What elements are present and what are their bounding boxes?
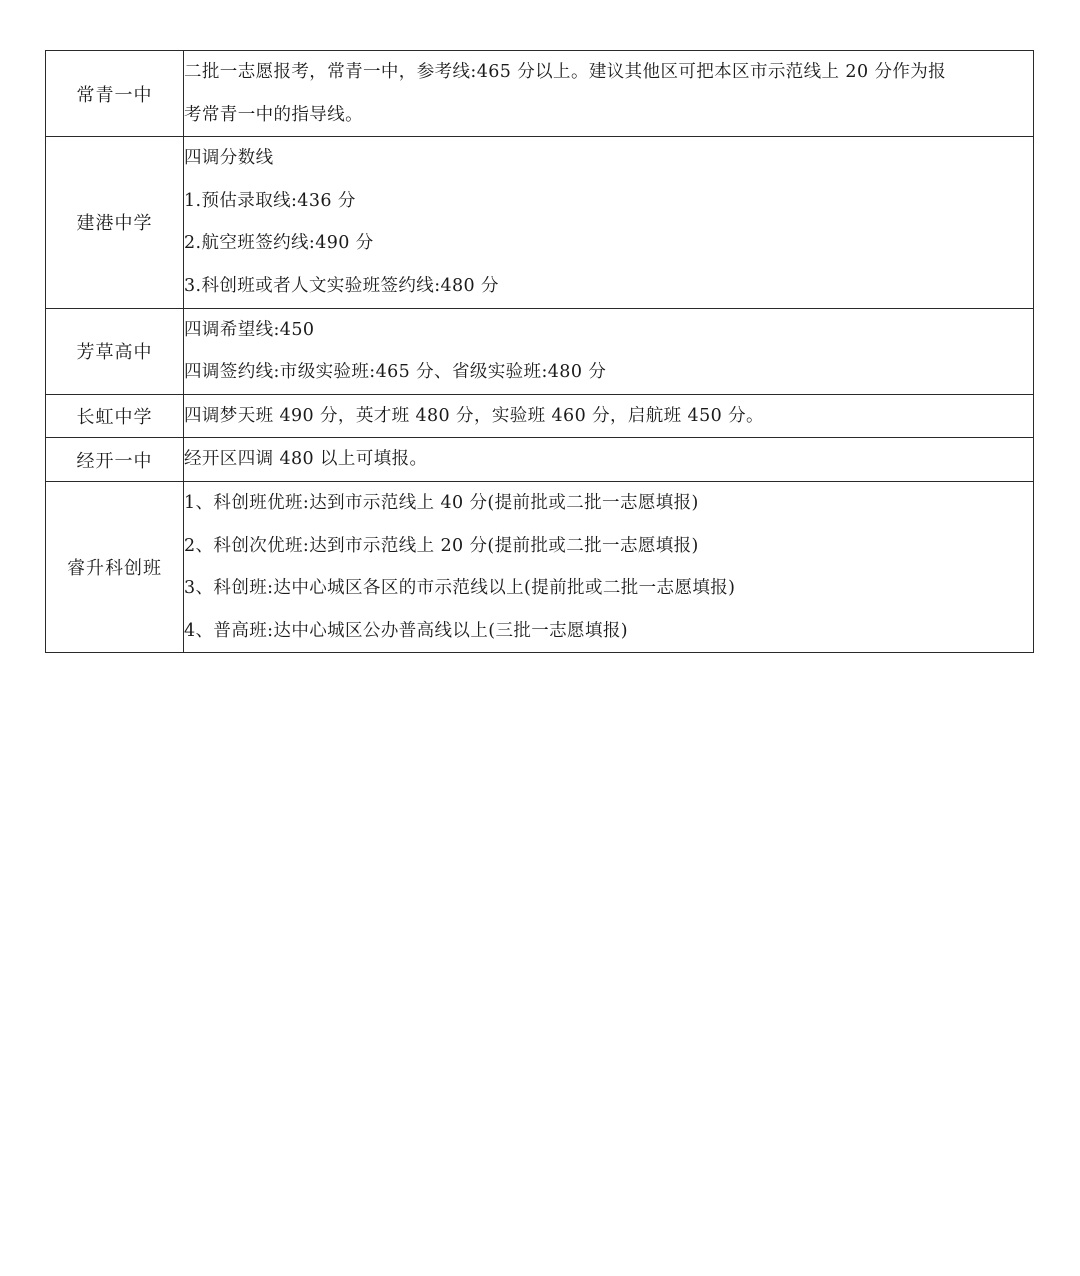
school-name-cell <box>46 137 184 308</box>
school-name: 常青一中 <box>76 84 153 106</box>
detail-line: 经开区四调 480 以上可填报。 <box>184 449 428 470</box>
detail-cell <box>184 308 1034 394</box>
detail-cell <box>184 51 1034 137</box>
detail-line: 1、科创班优班:达到市示范线上 40 分(提前批或二批一志愿填报) <box>184 492 699 513</box>
school-name: 长虹中学 <box>76 407 153 429</box>
detail-line: 四调分数线 <box>184 148 274 169</box>
table-row <box>46 137 1034 308</box>
detail-line: 四调签约线:市级实验班:465 分、省级实验班:480 分 <box>184 362 607 383</box>
admission-score-table <box>45 50 1034 653</box>
table-row <box>46 438 1034 482</box>
school-name: 建港中学 <box>76 213 153 235</box>
school-name: 睿升科创班 <box>67 558 162 580</box>
detail-line: 2.航空班签约线:490 分 <box>184 233 374 254</box>
school-name: 芳草高中 <box>76 342 153 364</box>
school-name-cell <box>46 51 184 137</box>
school-name-cell <box>46 481 184 652</box>
detail-line: 3、科创班:达中心城区各区的市示范线以上(提前批或二批一志愿填报) <box>184 578 736 599</box>
detail-line: 1.预估录取线:436 分 <box>184 190 356 211</box>
detail-cell <box>184 394 1034 438</box>
school-name: 经开一中 <box>76 450 153 472</box>
detail-cell <box>184 481 1034 652</box>
school-name-cell <box>46 308 184 394</box>
detail-line: 四调梦天班 490 分，英才班 480 分，实验班 460 分，启航班 450 分。 <box>184 405 764 426</box>
school-name-cell <box>46 394 184 438</box>
detail-line: 3.科创班或者人文实验班签约线:480 分 <box>184 275 499 296</box>
detail-line: 4、普高班:达中心城区公办普高线以上(三批一志愿填报) <box>184 620 628 641</box>
school-name-cell <box>46 438 184 482</box>
table-row <box>46 481 1034 652</box>
detail-cell <box>184 438 1034 482</box>
detail-line: 2、科创次优班:达到市示范线上 20 分(提前批或二批一志愿填报) <box>184 535 699 556</box>
detail-line: 四调希望线:450 <box>184 319 315 340</box>
table-row <box>46 51 1034 137</box>
detail-line: 二批一志愿报考，常青一中，参考线:465 分以上。建议其他区可把本区市示范线上 20 分作为报 <box>184 62 947 82</box>
table-row <box>46 308 1034 394</box>
detail-cell <box>184 137 1034 308</box>
table-row <box>46 394 1034 438</box>
detail-line: 考常青一中的指导线。 <box>184 104 363 125</box>
